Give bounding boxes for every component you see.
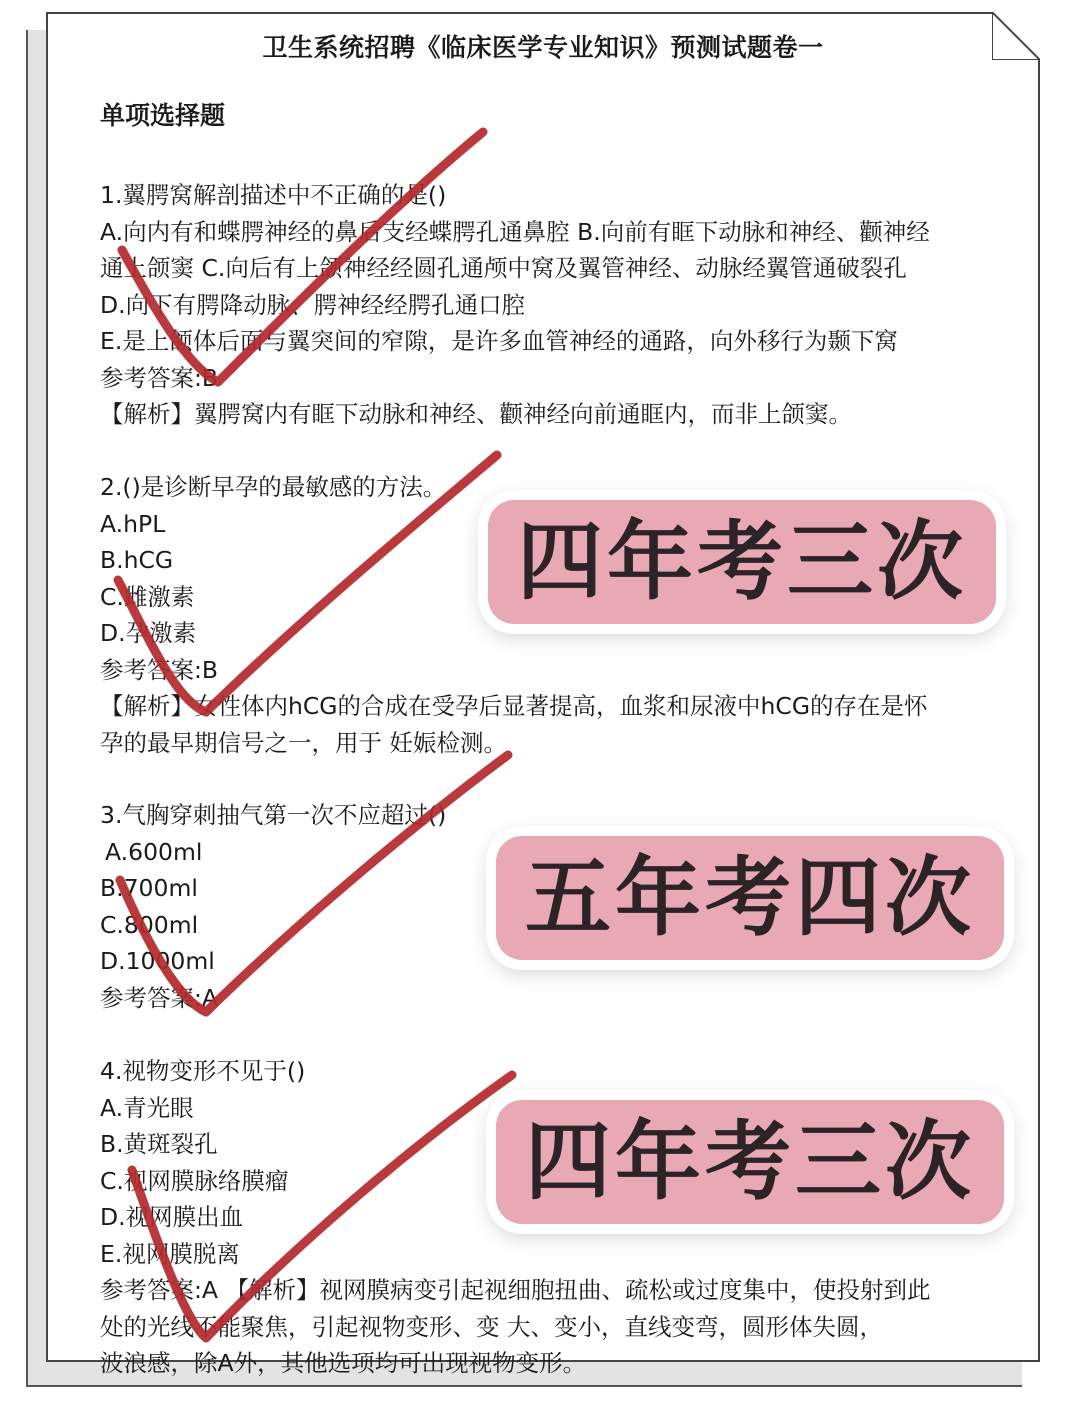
answer-line: 参考答案:A xyxy=(100,983,218,1012)
option-line: D.视网膜出血 xyxy=(100,1203,244,1231)
option-line: C.雌激素 xyxy=(100,582,195,611)
sticker-frequency-2: 五年考四次 xyxy=(496,836,1004,960)
answer-line: 参考答案:B xyxy=(100,655,219,684)
explanation-line: 【解析】女性体内hCG的合成在受孕后显著提高，血浆和尿液中hCG的存在是怀 xyxy=(100,692,928,720)
question-stem: 4.视物变形不见于() xyxy=(100,1057,306,1085)
option-line: E.是上颌体后面与翼突间的窄隙，是许多血管神经的通路，向外移行为颞下窝 xyxy=(100,327,898,355)
option-line: B.黄斑裂孔 xyxy=(100,1130,218,1158)
option-line: B.hCG xyxy=(100,546,174,574)
option-line: D.1000ml xyxy=(100,947,215,975)
option-line: A.向内有和蝶腭神经的鼻后支经蝶腭孔通鼻腔 B.向前有眶下动脉和神经、颧神经 xyxy=(100,217,930,246)
option-line: 通上颌窦 C.向后有上颌神经经圆孔通颅中窝及翼管神经、动脉经翼管通破裂孔 xyxy=(100,254,907,282)
question-stem: 3.气胸穿刺抽气第一次不应超过() xyxy=(100,801,447,829)
explanation-line: 孕的最早期信号之一，用于 妊娠检测。 xyxy=(100,728,507,757)
option-line: D.孕激素 xyxy=(100,619,197,647)
sticker-frequency-1: 四年考三次 xyxy=(488,500,996,624)
option-line: A.600ml xyxy=(105,837,203,866)
sticker-frequency-3: 四年考三次 xyxy=(496,1100,1004,1224)
section-heading: 单项选择题 xyxy=(100,101,226,130)
option-line: C.视网膜脉络膜瘤 xyxy=(100,1166,289,1195)
option-line: A.hPL xyxy=(100,509,166,538)
document-title: 卫生系统招聘《临床医学专业知识》预测试题卷一 xyxy=(262,33,824,62)
answer-line: 参考答案:A 【解析】视网膜病变引起视细胞扭曲、疏松或过度集中，使投射到此 xyxy=(100,1276,931,1304)
question-1 xyxy=(100,177,1020,433)
explanation-line: 波浪感，除A外，其他选项均可出现视物变形。 xyxy=(100,1349,587,1377)
explanation-line: 【解析】翼腭窝内有眶下动脉和神经、颧神经向前通眶内，而非上颌窦。 xyxy=(100,400,852,428)
option-line: D.向下有腭降动脉、腭神经经腭孔通口腔 xyxy=(100,290,526,319)
answer-line: 参考答案:B xyxy=(100,363,219,392)
option-line: C.800ml xyxy=(100,910,199,939)
option-line: E.视网膜脱离 xyxy=(100,1239,240,1268)
explanation-line: 处的光线不能聚焦，引起视物变形、变 大、变小，直线变弯，圆形体失圆， xyxy=(100,1312,883,1341)
question-stem: 2.()是诊断早孕的最敏感的方法。 xyxy=(100,473,447,501)
option-line: A.青光眼 xyxy=(100,1093,194,1122)
option-line: B.700ml xyxy=(100,874,198,902)
question-stem: 1.翼腭窝解剖描述中不正确的是() xyxy=(100,181,447,209)
